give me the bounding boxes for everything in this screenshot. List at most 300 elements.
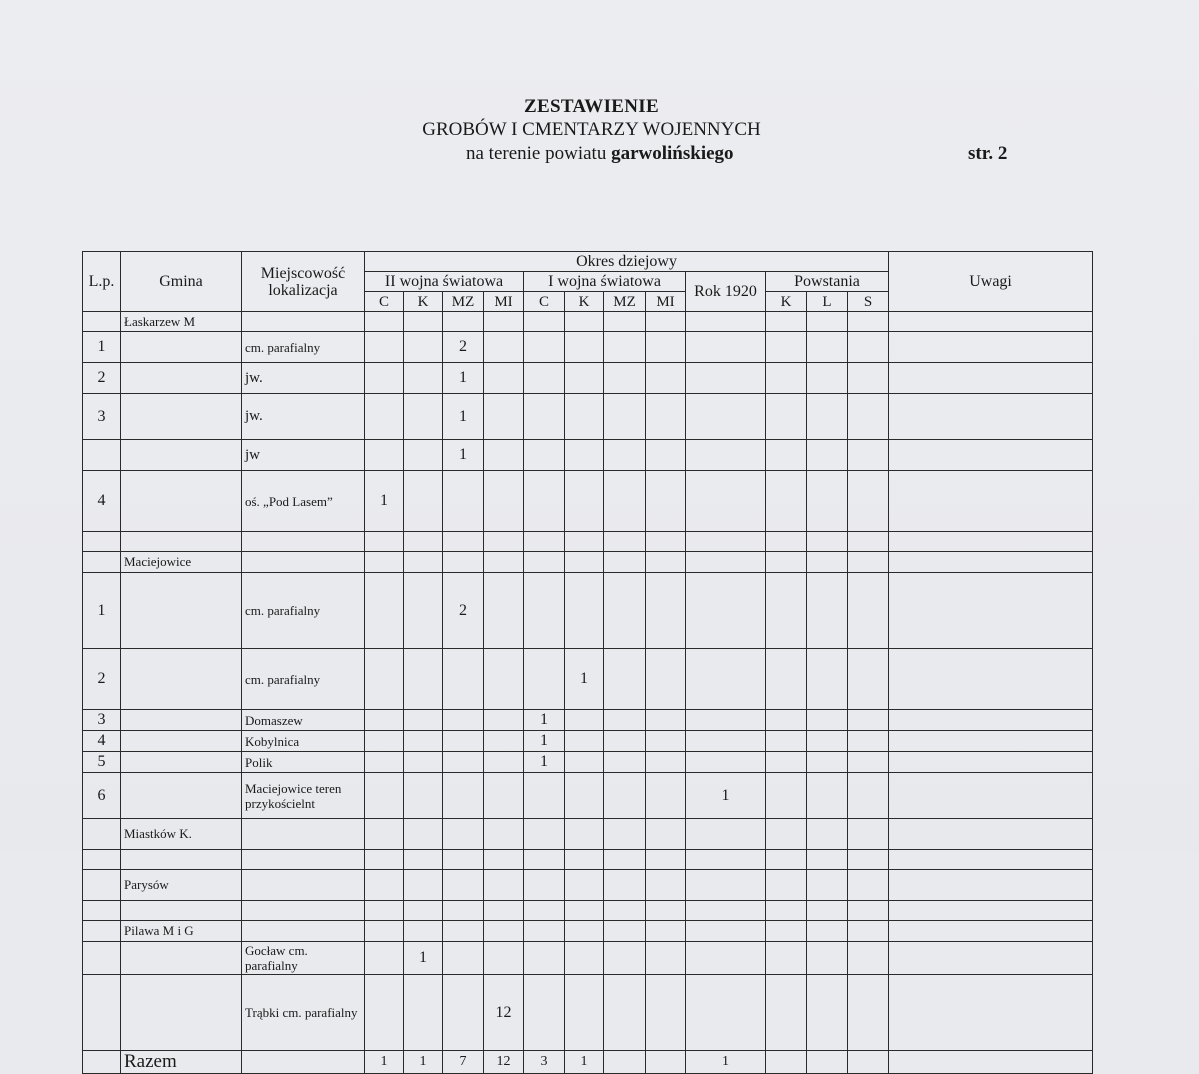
row-value: [484, 901, 524, 921]
row-value: [365, 649, 404, 710]
row-value: [889, 471, 1093, 532]
row-value: [766, 731, 807, 752]
row-miejscowosc: jw.: [242, 394, 365, 440]
row-value: [604, 471, 646, 532]
row-value: 2: [443, 573, 484, 649]
row-value: [365, 870, 404, 901]
row-value: [686, 975, 766, 1051]
row-value: [565, 552, 604, 573]
row-value: [565, 752, 604, 773]
row-value: [807, 532, 848, 552]
row-value: [889, 312, 1093, 332]
row-value: [604, 921, 646, 942]
row-value: [766, 552, 807, 573]
row-value: [604, 731, 646, 752]
col-rok1920: Rok 1920: [686, 272, 766, 312]
row-value: [404, 440, 443, 471]
row-value: 1: [524, 710, 565, 731]
row-value: [565, 532, 604, 552]
row-value: [766, 975, 807, 1051]
col-miejscowosc: Miejscowość lokalizacja: [242, 252, 365, 312]
total-value: [807, 1051, 848, 1074]
row-value: [604, 649, 646, 710]
row-miejscowosc: [242, 921, 365, 942]
row-value: [646, 440, 686, 471]
row-value: [766, 532, 807, 552]
row-gmina: [121, 942, 242, 975]
row-value: [848, 975, 889, 1051]
col-ww2-mi: MI: [484, 292, 524, 312]
row-value: [686, 312, 766, 332]
row-value: [404, 471, 443, 532]
row-value: 12: [484, 975, 524, 1051]
row-value: [484, 819, 524, 850]
row-value: [848, 532, 889, 552]
row-value: [686, 870, 766, 901]
row-gmina: Pilawa M i G: [121, 921, 242, 942]
total-value: [848, 1051, 889, 1074]
row-value: [404, 363, 443, 394]
table-row: [83, 649, 1093, 710]
row-value: [365, 819, 404, 850]
row-value: [766, 573, 807, 649]
row-value: [889, 710, 1093, 731]
row-value: [365, 440, 404, 471]
row-value: [604, 573, 646, 649]
row-value: [524, 773, 565, 819]
row-value: [686, 471, 766, 532]
row-value: [889, 649, 1093, 710]
row-miejscowosc: [242, 850, 365, 870]
row-value: [524, 332, 565, 363]
row-value: [646, 471, 686, 532]
total-value: 7: [443, 1051, 484, 1074]
row-value: [443, 850, 484, 870]
row-value: [646, 332, 686, 363]
row-lp: [83, 942, 121, 975]
row-value: [686, 440, 766, 471]
row-value: [565, 573, 604, 649]
row-gmina: [121, 471, 242, 532]
row-value: [686, 752, 766, 773]
row-lp: 4: [83, 731, 121, 752]
row-value: [807, 870, 848, 901]
row-value: [686, 363, 766, 394]
row-value: [766, 710, 807, 731]
row-value: [365, 312, 404, 332]
row-value: [484, 710, 524, 731]
graves-table: [82, 251, 1093, 1074]
total-miejscowosc: [242, 1051, 365, 1074]
row-value: [889, 901, 1093, 921]
row-value: [604, 394, 646, 440]
row-value: [443, 921, 484, 942]
row-value: [404, 532, 443, 552]
row-miejscowosc: [242, 901, 365, 921]
row-miejscowosc: [242, 312, 365, 332]
total-value: 1: [365, 1051, 404, 1074]
row-value: [484, 731, 524, 752]
row-value: [848, 440, 889, 471]
table-row: [83, 440, 1093, 471]
row-value: [646, 363, 686, 394]
row-value: [766, 850, 807, 870]
row-value: [766, 921, 807, 942]
row-value: 2: [443, 332, 484, 363]
row-value: [848, 552, 889, 573]
table-row: [83, 975, 1093, 1051]
table-row: [83, 471, 1093, 532]
row-gmina: Miastków K.: [121, 819, 242, 850]
row-lp: 1: [83, 573, 121, 649]
row-value: [807, 649, 848, 710]
row-value: [524, 363, 565, 394]
row-value: [848, 471, 889, 532]
row-value: [807, 773, 848, 819]
col-pow-k: K: [766, 292, 807, 312]
row-value: [484, 573, 524, 649]
table-body: [83, 312, 1093, 1074]
col-ww1-c: C: [524, 292, 565, 312]
row-value: [524, 942, 565, 975]
row-value: [766, 942, 807, 975]
row-value: [565, 731, 604, 752]
row-value: [646, 731, 686, 752]
row-miejscowosc: Gocław cm. parafialny: [242, 942, 365, 975]
row-value: [443, 819, 484, 850]
table-row: [83, 332, 1093, 363]
row-value: [686, 731, 766, 752]
total-value: 1: [404, 1051, 443, 1074]
row-value: [365, 901, 404, 921]
row-value: [807, 440, 848, 471]
row-value: [443, 312, 484, 332]
row-value: [848, 710, 889, 731]
row-value: [889, 532, 1093, 552]
row-value: [365, 752, 404, 773]
row-value: [889, 942, 1093, 975]
row-value: [565, 312, 604, 332]
row-value: [889, 975, 1093, 1051]
row-value: [365, 975, 404, 1051]
row-value: [443, 901, 484, 921]
row-value: [889, 552, 1093, 573]
row-value: [404, 773, 443, 819]
row-value: 1: [686, 773, 766, 819]
row-value: [848, 731, 889, 752]
row-value: 1: [443, 394, 484, 440]
row-gmina: [121, 532, 242, 552]
total-value: [766, 1051, 807, 1074]
row-lp: 6: [83, 773, 121, 819]
page-number: str. 2: [968, 143, 1008, 164]
row-value: [524, 649, 565, 710]
region-prefix: na terenie powiatu: [466, 143, 612, 164]
row-value: [646, 752, 686, 773]
row-value: [365, 332, 404, 363]
row-value: [686, 332, 766, 363]
row-value: [404, 649, 443, 710]
row-lp: [83, 532, 121, 552]
row-value: [646, 532, 686, 552]
row-value: [646, 710, 686, 731]
row-value: [524, 471, 565, 532]
row-value: [524, 870, 565, 901]
row-value: [443, 552, 484, 573]
row-value: [404, 752, 443, 773]
table-row: [83, 363, 1093, 394]
row-value: [686, 649, 766, 710]
row-value: [686, 573, 766, 649]
row-miejscowosc: Kobylnica: [242, 731, 365, 752]
row-value: [807, 363, 848, 394]
row-value: [686, 532, 766, 552]
col-okres: Okres dziejowy: [365, 252, 889, 272]
row-value: [848, 819, 889, 850]
row-gmina: [121, 773, 242, 819]
row-value: [404, 850, 443, 870]
row-value: [889, 850, 1093, 870]
row-value: [686, 921, 766, 942]
table-row: [83, 710, 1093, 731]
total-value: 1: [565, 1051, 604, 1074]
row-value: [484, 532, 524, 552]
row-value: [686, 710, 766, 731]
row-value: [365, 363, 404, 394]
row-value: [565, 363, 604, 394]
row-value: [807, 710, 848, 731]
row-value: [404, 731, 443, 752]
row-lp: [83, 850, 121, 870]
row-value: 1: [365, 471, 404, 532]
row-value: [443, 649, 484, 710]
row-value: [766, 440, 807, 471]
row-value: [524, 901, 565, 921]
row-value: 1: [443, 440, 484, 471]
row-value: [443, 870, 484, 901]
row-value: [646, 870, 686, 901]
row-miejscowosc: Polik: [242, 752, 365, 773]
total-row: [83, 1051, 1093, 1074]
col-pow-l: L: [807, 292, 848, 312]
row-value: [807, 819, 848, 850]
row-lp: 3: [83, 710, 121, 731]
row-value: [365, 773, 404, 819]
row-value: [565, 710, 604, 731]
row-value: [766, 819, 807, 850]
row-gmina: [121, 731, 242, 752]
row-value: [565, 870, 604, 901]
row-gmina: [121, 901, 242, 921]
row-value: [524, 819, 565, 850]
row-value: [604, 532, 646, 552]
row-value: [365, 942, 404, 975]
row-value: [365, 573, 404, 649]
col-gmina: Gmina: [121, 252, 242, 312]
row-miejscowosc: Trąbki cm. parafialny: [242, 975, 365, 1051]
row-value: [848, 773, 889, 819]
row-value: [484, 394, 524, 440]
row-value: [565, 773, 604, 819]
row-miejscowosc: jw: [242, 440, 365, 471]
row-miejscowosc: jw.: [242, 363, 365, 394]
row-value: [889, 573, 1093, 649]
table-row: [83, 312, 1093, 332]
row-value: [443, 942, 484, 975]
table-row: [83, 573, 1093, 649]
row-value: [604, 332, 646, 363]
row-value: [565, 901, 604, 921]
row-value: [646, 975, 686, 1051]
row-value: [889, 332, 1093, 363]
row-value: [646, 573, 686, 649]
row-value: [524, 440, 565, 471]
table-row: [83, 850, 1093, 870]
row-value: [686, 901, 766, 921]
row-value: [604, 901, 646, 921]
row-value: [404, 901, 443, 921]
row-value: [365, 850, 404, 870]
row-value: [646, 312, 686, 332]
row-value: [889, 773, 1093, 819]
table-row: [83, 752, 1093, 773]
total-lp: [83, 1051, 121, 1074]
row-value: 1: [404, 942, 443, 975]
row-value: [365, 710, 404, 731]
row-lp: [83, 440, 121, 471]
row-value: [484, 850, 524, 870]
row-value: [766, 752, 807, 773]
row-value: [686, 942, 766, 975]
row-value: [565, 942, 604, 975]
col-ww1-k: K: [565, 292, 604, 312]
row-value: [565, 819, 604, 850]
row-value: [604, 975, 646, 1051]
row-value: [524, 975, 565, 1051]
row-lp: [83, 975, 121, 1051]
row-value: [604, 552, 646, 573]
row-value: [484, 870, 524, 901]
row-gmina: [121, 850, 242, 870]
table-row: [83, 870, 1093, 901]
total-value: [604, 1051, 646, 1074]
row-gmina: Łaskarzew M: [121, 312, 242, 332]
row-value: [565, 921, 604, 942]
row-miejscowosc: [242, 552, 365, 573]
row-value: [686, 552, 766, 573]
row-value: [848, 921, 889, 942]
table-row: [83, 921, 1093, 942]
row-lp: [83, 552, 121, 573]
row-miejscowosc: [242, 532, 365, 552]
row-value: 1: [565, 649, 604, 710]
row-value: [604, 942, 646, 975]
row-value: [848, 901, 889, 921]
row-value: [848, 752, 889, 773]
row-value: [848, 573, 889, 649]
row-value: [604, 870, 646, 901]
row-value: [766, 363, 807, 394]
row-lp: 5: [83, 752, 121, 773]
row-value: [484, 752, 524, 773]
row-value: [604, 312, 646, 332]
document-title: ZESTAWIENIE: [524, 96, 659, 117]
row-value: [646, 819, 686, 850]
col-lp: L.p.: [83, 252, 121, 312]
row-value: [524, 552, 565, 573]
row-value: [404, 573, 443, 649]
row-gmina: [121, 710, 242, 731]
row-value: [484, 773, 524, 819]
row-value: [848, 312, 889, 332]
col-ww1-mi: MI: [646, 292, 686, 312]
row-value: [807, 975, 848, 1051]
document-region-line: [466, 143, 734, 165]
row-value: [604, 363, 646, 394]
row-value: [848, 394, 889, 440]
row-value: [443, 710, 484, 731]
row-miejscowosc: Maciejowice teren przykościelnt: [242, 773, 365, 819]
row-value: [404, 870, 443, 901]
row-value: [807, 312, 848, 332]
row-value: [889, 921, 1093, 942]
row-lp: 2: [83, 363, 121, 394]
row-value: [889, 870, 1093, 901]
table-row: [83, 394, 1093, 440]
row-value: [766, 332, 807, 363]
row-value: [646, 773, 686, 819]
row-miejscowosc: [242, 819, 365, 850]
row-value: [848, 870, 889, 901]
total-value: [889, 1051, 1093, 1074]
row-value: [524, 394, 565, 440]
row-lp: 4: [83, 471, 121, 532]
row-value: [484, 471, 524, 532]
row-lp: 2: [83, 649, 121, 710]
row-value: [686, 394, 766, 440]
total-label: Razem: [121, 1051, 242, 1074]
row-value: [686, 850, 766, 870]
row-value: [404, 332, 443, 363]
row-value: [365, 921, 404, 942]
row-value: [889, 752, 1093, 773]
row-value: [646, 921, 686, 942]
row-lp: [83, 312, 121, 332]
row-value: [484, 332, 524, 363]
row-value: [565, 850, 604, 870]
document-subtitle: GROBÓW I CMENTARZY WOJENNYCH: [422, 119, 761, 140]
table-row: [83, 942, 1093, 975]
row-value: [365, 532, 404, 552]
row-value: [565, 394, 604, 440]
row-value: [524, 532, 565, 552]
row-value: [646, 552, 686, 573]
row-value: [484, 440, 524, 471]
row-value: [766, 870, 807, 901]
row-value: [565, 332, 604, 363]
row-value: [443, 975, 484, 1051]
row-value: [807, 752, 848, 773]
total-value: 12: [484, 1051, 524, 1074]
row-value: [766, 901, 807, 921]
row-miejscowosc: cm. parafialny: [242, 573, 365, 649]
row-gmina: [121, 332, 242, 363]
row-value: [807, 332, 848, 363]
row-value: [604, 440, 646, 471]
row-value: 1: [524, 731, 565, 752]
row-value: [484, 363, 524, 394]
row-value: [848, 363, 889, 394]
